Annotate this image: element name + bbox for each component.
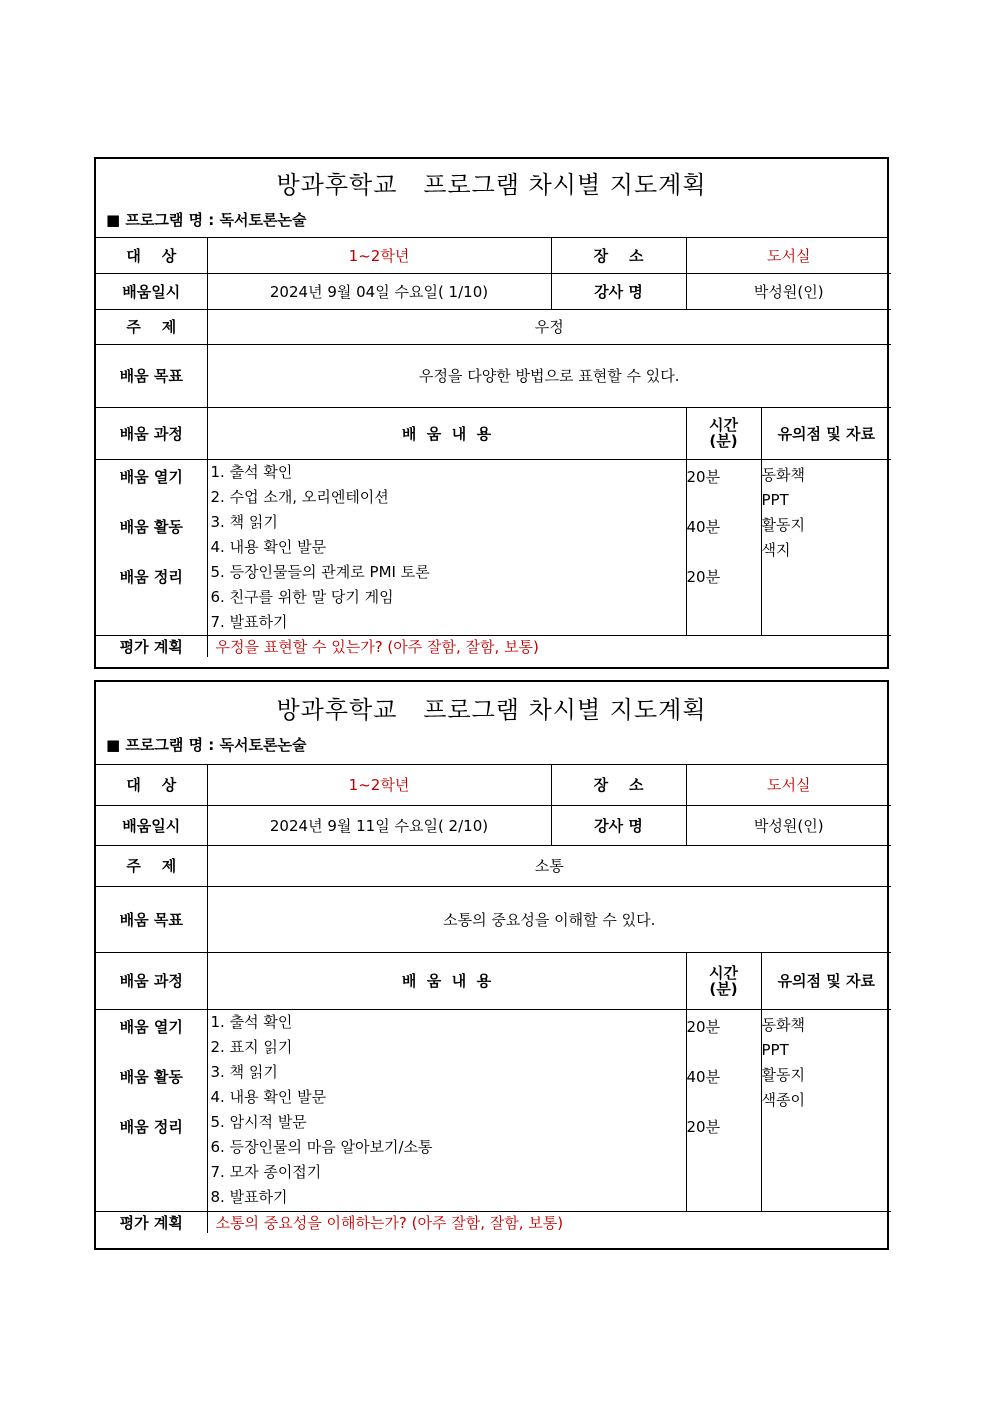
- materials-list: [761, 1009, 891, 1211]
- content-label: 배 움 내 용: [207, 952, 686, 1009]
- date-value: 2024년 9월 11일 수요일( 2/10): [207, 805, 551, 845]
- step-list: [207, 459, 686, 635]
- step-item: 5. 등장인물들의 관계로 PMI 토론: [210, 562, 430, 581]
- material-item: PPT: [761, 1040, 789, 1059]
- teacher-label: 강사 명: [551, 805, 686, 845]
- step-item: 3. 책 읽기: [210, 512, 278, 531]
- material-item: 활동지: [761, 515, 805, 534]
- teacher-label: 강사 명: [551, 273, 686, 309]
- teacher-value: 박성원(인): [686, 805, 891, 845]
- date-label: 배움일시: [96, 805, 207, 845]
- time-label: 시간: [709, 416, 738, 434]
- step-item: 4. 내용 확인 발문: [210, 1087, 327, 1106]
- topic-value: 우정: [207, 309, 891, 344]
- time-label: 시간: [709, 963, 738, 982]
- place-label: 장 소: [551, 765, 686, 805]
- stage-item: 배움 정리: [119, 1117, 183, 1136]
- place-value: 도서실: [686, 238, 891, 273]
- step-list: [207, 1009, 686, 1211]
- goal-value: 소통의 중요성을 이해할 수 있다.: [207, 886, 891, 952]
- target-label: 대 상: [96, 238, 207, 273]
- target-label: 대 상: [96, 765, 207, 805]
- minutes-label: (분): [709, 432, 738, 450]
- material-item: PPT: [761, 490, 789, 509]
- materials-label: 유의점 및 자료: [761, 407, 891, 459]
- teacher-value: 박성원(인): [686, 273, 891, 309]
- process-label: 배움 과정: [96, 407, 207, 459]
- plan-header: [96, 159, 887, 238]
- time-item: 40분: [686, 517, 721, 536]
- time-header: [686, 407, 761, 459]
- step-item: 6. 등장인물의 마음 알아보기/소통: [210, 1137, 433, 1156]
- material-item: 동화책: [761, 465, 805, 484]
- program-name: ■ 프로그램 명 : 독서토론논술: [106, 736, 307, 754]
- plan-table: [96, 238, 891, 657]
- topic-label: 주 제: [96, 309, 207, 344]
- goal-value: 우정을 다양한 방법으로 표현할 수 있다.: [207, 344, 891, 407]
- content-label: 배 움 내 용: [207, 407, 686, 459]
- materials-label: 유의점 및 자료: [761, 952, 891, 1009]
- eval-value: 우정을 표현할 수 있는가? (아주 잘함, 잘함, 보통): [207, 635, 891, 657]
- stage-item: 배움 열기: [119, 1017, 183, 1036]
- time-list: [686, 459, 761, 635]
- time-item: 20분: [686, 567, 721, 586]
- material-item: 동화책: [761, 1015, 805, 1034]
- eval-label: 평가 계획: [96, 1211, 207, 1233]
- stage-item: 배움 활동: [119, 517, 183, 536]
- material-item: 활동지: [761, 1065, 805, 1084]
- date-value: 2024년 9월 04일 수요일( 1/10): [207, 273, 551, 309]
- eval-value: 소통의 중요성을 이해하는가? (아주 잘함, 잘함, 보통): [207, 1211, 891, 1233]
- step-item: 6. 친구를 위한 말 당기 게임: [210, 587, 394, 606]
- target-value: 1~2학년: [207, 238, 551, 273]
- target-value: 1~2학년: [207, 765, 551, 805]
- step-item: 7. 발표하기: [210, 612, 288, 631]
- time-list: [686, 1009, 761, 1211]
- materials-list: [761, 459, 891, 635]
- material-item: 색지: [761, 540, 791, 559]
- goal-label: 배움 목표: [96, 344, 207, 407]
- lesson-plan-1: [94, 157, 889, 669]
- plan-title: 방과후학교 프로그램 차시별 지도계획: [276, 696, 707, 724]
- goal-label: 배움 목표: [96, 886, 207, 952]
- time-item: 20분: [686, 467, 721, 486]
- stage-list: [96, 459, 207, 635]
- stage-list: [96, 1009, 207, 1211]
- step-item: 8. 발표하기: [210, 1187, 288, 1206]
- step-item: 1. 출석 확인: [210, 462, 293, 481]
- time-item: 20분: [686, 1017, 721, 1036]
- step-item: 3. 책 읽기: [210, 1062, 278, 1081]
- step-item: 2. 수업 소개, 오리엔테이션: [210, 487, 389, 506]
- time-item: 40분: [686, 1067, 721, 1086]
- program-name: ■ 프로그램 명 : 독서토론논술: [106, 211, 307, 229]
- eval-label: 평가 계획: [96, 635, 207, 657]
- step-item: 1. 출석 확인: [210, 1012, 293, 1031]
- time-header: [686, 952, 761, 1009]
- time-item: 20분: [686, 1117, 721, 1136]
- date-label: 배움일시: [96, 273, 207, 309]
- plan-title: 방과후학교 프로그램 차시별 지도계획: [276, 171, 707, 199]
- topic-value: 소통: [207, 845, 891, 886]
- plan-table: [96, 765, 891, 1233]
- minutes-label: (분): [709, 979, 738, 998]
- step-item: 5. 암시적 발문: [210, 1112, 307, 1131]
- material-item: 색종이: [761, 1090, 805, 1109]
- lesson-plan-2: [94, 680, 889, 1250]
- stage-item: 배움 정리: [119, 567, 183, 586]
- stage-item: 배움 열기: [119, 467, 183, 486]
- place-label: 장 소: [551, 238, 686, 273]
- plan-header: [96, 682, 887, 765]
- step-item: 7. 모자 종이접기: [210, 1162, 322, 1181]
- process-label: 배움 과정: [96, 952, 207, 1009]
- step-item: 4. 내용 확인 발문: [210, 537, 327, 556]
- topic-label: 주 제: [96, 845, 207, 886]
- place-value: 도서실: [686, 765, 891, 805]
- step-item: 2. 표지 읽기: [210, 1037, 293, 1056]
- stage-item: 배움 활동: [119, 1067, 183, 1086]
